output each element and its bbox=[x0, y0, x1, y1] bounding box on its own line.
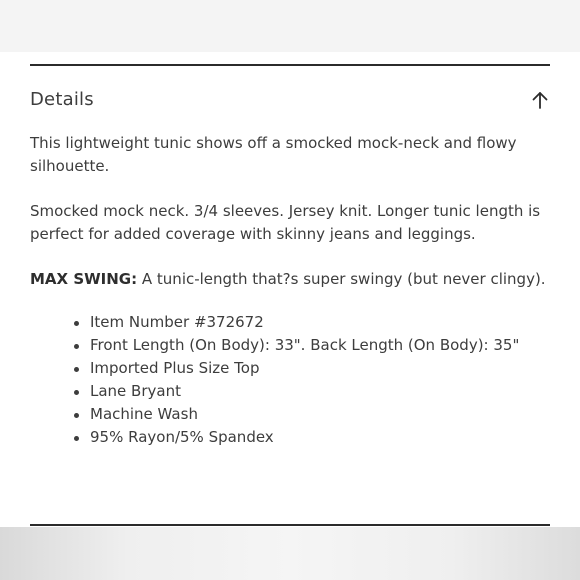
description-paragraph: This lightweight tunic shows off a smocked mock-neck and flowy silhouette. bbox=[30, 134, 517, 175]
highlight-text: A tunic-length that?s super swingy (but never clingy). bbox=[137, 270, 546, 288]
highlight-paragraph bbox=[30, 268, 552, 291]
highlight-lead: MAX SWING: bbox=[30, 270, 138, 288]
list-item: Item Number #372672 bbox=[74, 311, 552, 334]
list-item: Front Length (On Body): 33". Back Length (On Body): 35" bbox=[74, 334, 552, 357]
features-paragraph: Smocked mock neck. 3/4 sleeves. Jersey knit. Longer tunic length is perfect for added coverage with skinny jeans and leggings. bbox=[30, 202, 541, 243]
details-title: Details bbox=[30, 89, 94, 110]
list-item: Machine Wash bbox=[74, 403, 552, 426]
section-divider-top bbox=[30, 64, 550, 66]
spec-list bbox=[30, 311, 552, 449]
list-item: Lane Bryant bbox=[74, 380, 552, 403]
details-body bbox=[30, 132, 552, 451]
arrow-up-icon[interactable] bbox=[530, 90, 550, 110]
details-accordion-header[interactable] bbox=[30, 86, 550, 114]
list-item: Imported Plus Size Top bbox=[74, 357, 552, 380]
section-divider-bottom bbox=[30, 524, 550, 526]
bottom-background bbox=[0, 527, 580, 580]
list-item: 95% Rayon/5% Spandex bbox=[74, 426, 552, 449]
top-background bbox=[0, 0, 580, 52]
